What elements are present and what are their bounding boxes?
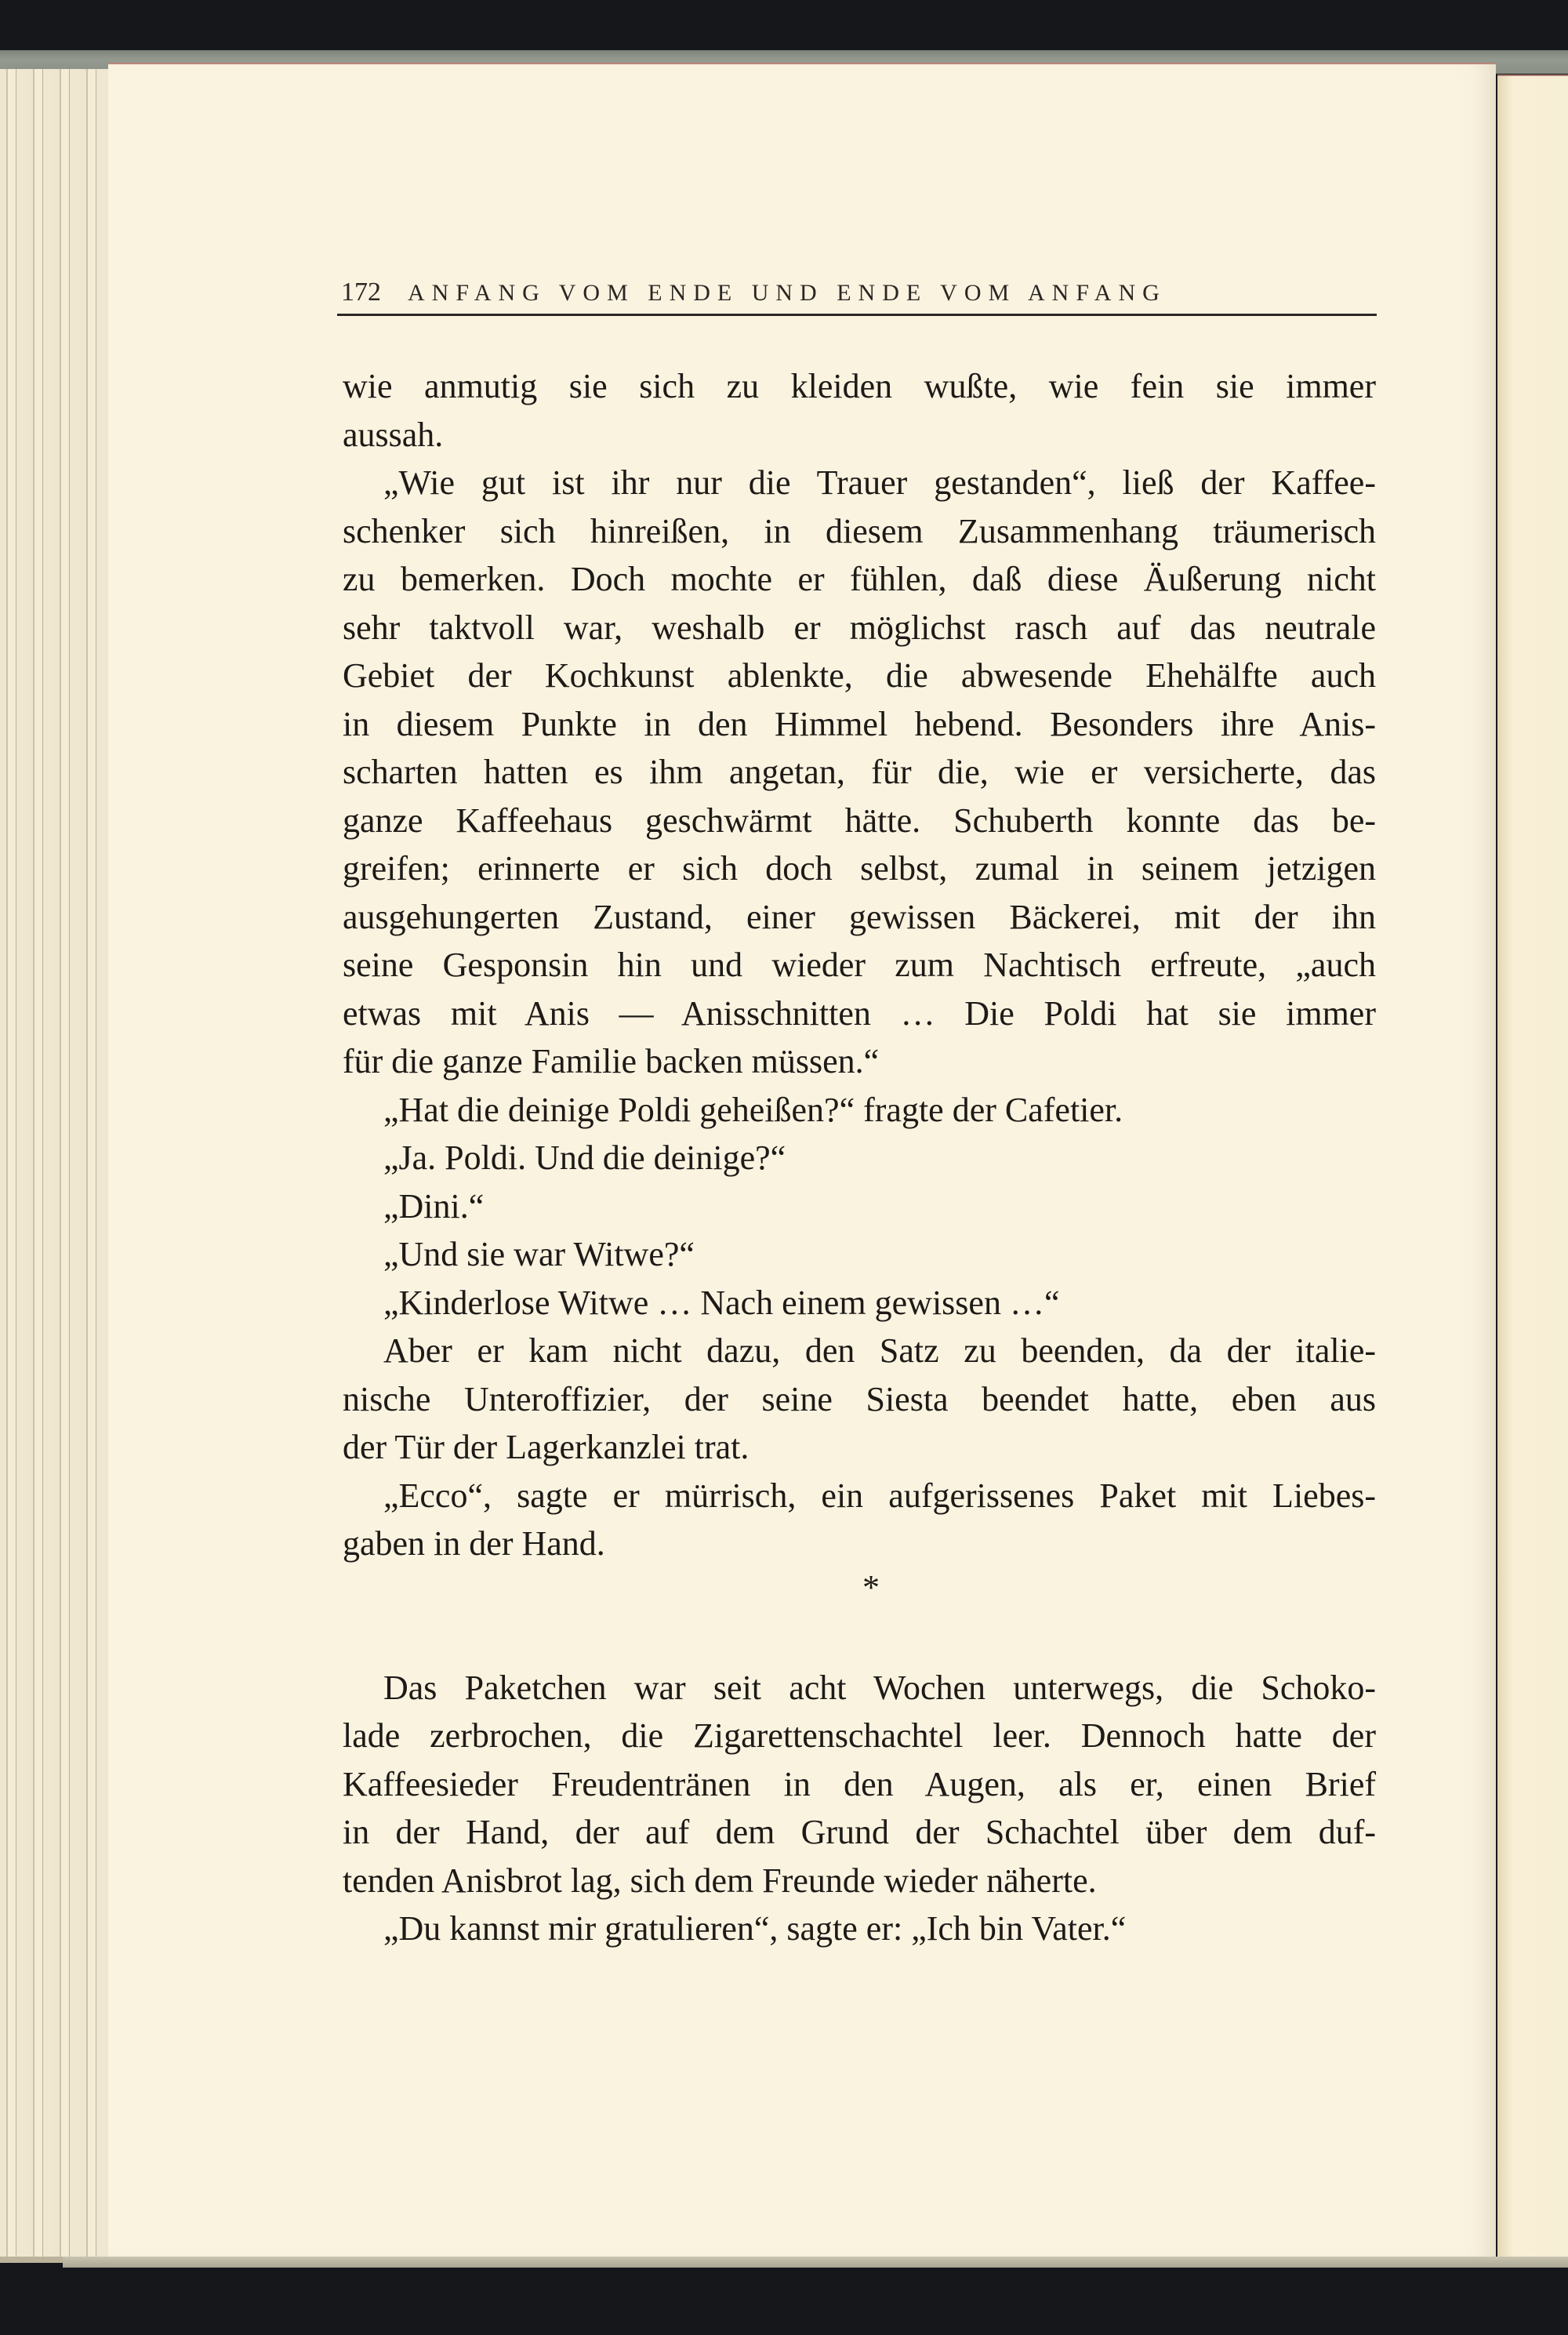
text-line: lade zerbrochen, die Zigarettenschachtel leer. Dennoch hatte der — [343, 1716, 1376, 1755]
text-line: für die ganze Familie backen müssen.“ — [343, 1042, 880, 1080]
section-break: * — [862, 1567, 880, 1607]
paragraph — [343, 1230, 1376, 1279]
text-line: seine Gesponsin hin und wieder zum Nachtisch erfreute, „auch — [343, 946, 1376, 984]
paragraphs-after-break — [343, 1664, 1376, 1953]
paragraph — [343, 1086, 1376, 1135]
text-line: etwas mit Anis — Anisschnitten … Die Poldi hat sie immer — [343, 993, 1376, 1033]
text-line: ausgehungerten Zustand, einer gewissen Bäckerei, mit der ihn — [343, 897, 1376, 936]
running-header — [341, 278, 1376, 307]
text-line: tenden Anisbrot lag, sich dem Freunde wieder näherte. — [343, 1861, 1097, 1900]
paragraph — [343, 1134, 1376, 1182]
text-line: „Ja. Poldi. Und die deinige?“ — [383, 1138, 786, 1177]
text-line: „Dini.“ — [383, 1186, 485, 1226]
text-line: „Hat die deinige Poldi geheißen?“ fragte der Cafetier. — [383, 1090, 1123, 1129]
paragraph — [343, 1472, 1376, 1568]
text-line: in diesem Punkte in den Himmel hebend. Besonders ihre Anis- — [343, 704, 1376, 743]
book-foot-edge — [63, 2257, 1568, 2268]
paragraph — [343, 459, 1376, 1086]
text-line: „Kinderlose Witwe … Nach einem gewissen …“ — [383, 1283, 1060, 1322]
text-line: wie anmutig sie sich zu kleiden wußte, wie fein sie immer — [343, 367, 1376, 405]
text-line: in der Hand, der auf dem Grund der Schachtel über dem duf- — [343, 1813, 1376, 1851]
text-line: nische Unteroffizier, der seine Siesta beendet hatte, eben aus — [343, 1379, 1376, 1418]
facing-page-edge — [1497, 74, 1568, 2264]
header-rule — [337, 314, 1377, 316]
text-line: „Ecco“, sagte er mürrisch, ein aufgerissenes Paket mit Liebes- — [383, 1476, 1376, 1515]
text-line: zu bemerken. Doch mochte er fühlen, daß diese Äußerung nicht — [343, 560, 1376, 598]
running-title: ANFANG VOM ENDE UND ENDE VOM ANFANG — [408, 280, 1167, 306]
text-line: greifen; erinnerte er sich doch selbst, zumal in seinem jetzigen — [343, 849, 1376, 888]
page-stack-edge — [0, 69, 110, 2263]
text-line: schenker sich hinreißen, in diesem Zusammenhang träumerisch — [343, 511, 1376, 550]
text-line: aussah. — [343, 415, 444, 454]
text-line: ganze Kaffeehaus geschwärmt hätte. Schuberth konnte das be- — [343, 801, 1376, 840]
body-text — [343, 362, 1376, 1953]
text-line: Aber er kam nicht dazu, den Satz zu beenden, da der italie- — [383, 1331, 1376, 1370]
text-line: Kaffeesieder Freudentränen in den Augen, als er, einen Brief — [343, 1764, 1376, 1803]
paragraph — [343, 1279, 1376, 1327]
text-line: „Wie gut ist ihr nur die Trauer gestanden“, ließ der Kaffee- — [383, 463, 1376, 502]
paragraph — [343, 1182, 1376, 1231]
page-number: 172 — [341, 278, 381, 307]
text-line: „Du kannst mir gratulieren“, sagte er: „Ich bin Vater.“ — [383, 1909, 1127, 1948]
text-line: sehr taktvoll war, weshalb er möglichst rasch auf das neutrale — [343, 608, 1376, 647]
text-line: scharten hatten es ihm angetan, für die, wie er versicherte, das — [343, 753, 1376, 791]
paragraph — [343, 1664, 1376, 1905]
text-line: gaben in der Hand. — [343, 1524, 605, 1563]
paragraph — [343, 1905, 1376, 1953]
paragraph — [343, 1327, 1376, 1472]
text-line: der Tür der Lagerkanzlei trat. — [343, 1428, 750, 1466]
section-spacer — [343, 1615, 1376, 1664]
paragraph — [343, 362, 1376, 459]
text-line: Gebiet der Kochkunst ablenkte, die abwesende Ehehälfte auch — [343, 656, 1376, 695]
paragraphs-before-break — [343, 362, 1376, 1568]
text-line: Das Paketchen war seit acht Wochen unterwegs, die Schoko- — [383, 1668, 1376, 1707]
text-line: „Und sie war Witwe?“ — [383, 1235, 695, 1273]
